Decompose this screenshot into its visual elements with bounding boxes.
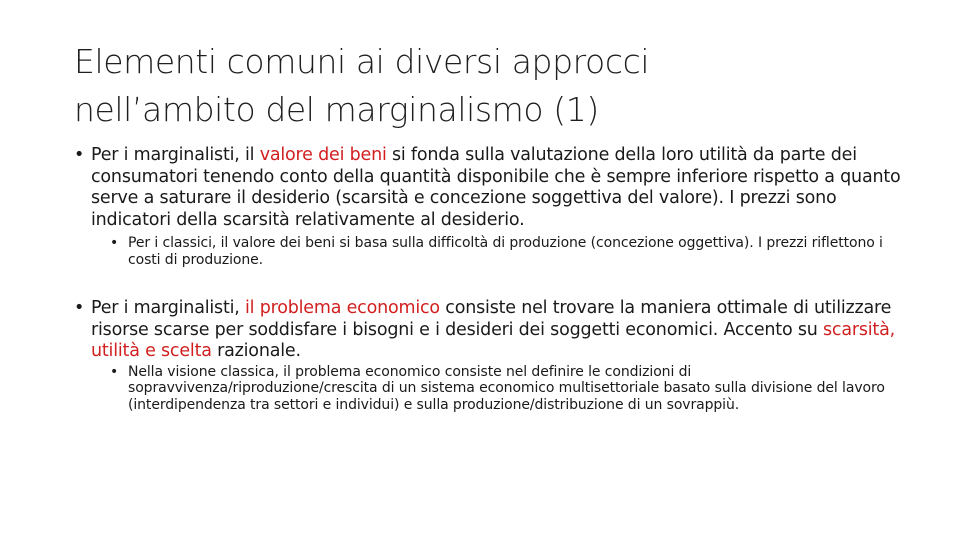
- sub-bullet-visione-classica: [110, 364, 904, 414]
- bullet-icon: •: [74, 145, 85, 165]
- slide-title-line-1: Elementi comuni ai diversi approcci: [74, 42, 650, 81]
- bullet-text: Per i marginalisti, il: [91, 145, 260, 165]
- slide-title-line-2: nell’ambito del marginalismo (1): [74, 90, 599, 129]
- slide-title: [74, 38, 894, 134]
- highlight-scarsita-utilita-scelta: scarsità, utilità e scelta: [91, 319, 895, 361]
- bullet-valore-dei-beni: [74, 145, 904, 231]
- bullet-icon: •: [110, 363, 119, 380]
- sub-bullet-text: Nella visione classica, il problema economico consiste nel definire le condizioni di sopravvivenza/riproduzione/crescita di un sistema economico multisettoriale basato sulla divisione del lavoro (interdipendenza tra settori e individui) e sulla produzione/distribuzione di un sovrappiù.: [128, 363, 885, 413]
- bullet-text: si fonda sulla valutazione della loro utilità da parte dei consumatori tenendo conto della quantità disponibile che è sempre inferiore rispetto a quanto serve a saturare il desiderio (scarsità e concezione soggettiva del valore). I prezzi sono indicatori della scarsità relativamente al desiderio.: [91, 145, 901, 230]
- bullet-icon: •: [110, 235, 119, 251]
- bullet-text: Per i marginalisti,: [91, 298, 246, 318]
- highlight-valore-dei-beni: valore dei beni: [259, 145, 387, 165]
- bullet-problema-economico: [74, 298, 904, 363]
- bullet-icon: •: [74, 298, 85, 318]
- sub-bullet-text: Per i classici, il valore dei beni si basa sulla difficoltà di produzione (concezione oggettiva). I prezzi riflettono i costi di produzione.: [128, 235, 883, 268]
- slide-content: [74, 145, 904, 413]
- bullet-text: consiste nel trovare la maniera ottimale di utilizzare risorse scarse per soddisfare i bisogni e i desideri dei soggetti economici. Accento su: [91, 298, 892, 340]
- highlight-problema-economico: il problema economico: [245, 298, 440, 318]
- sub-bullet-classici-valore: [110, 235, 904, 268]
- bullet-text: razionale.: [211, 341, 301, 361]
